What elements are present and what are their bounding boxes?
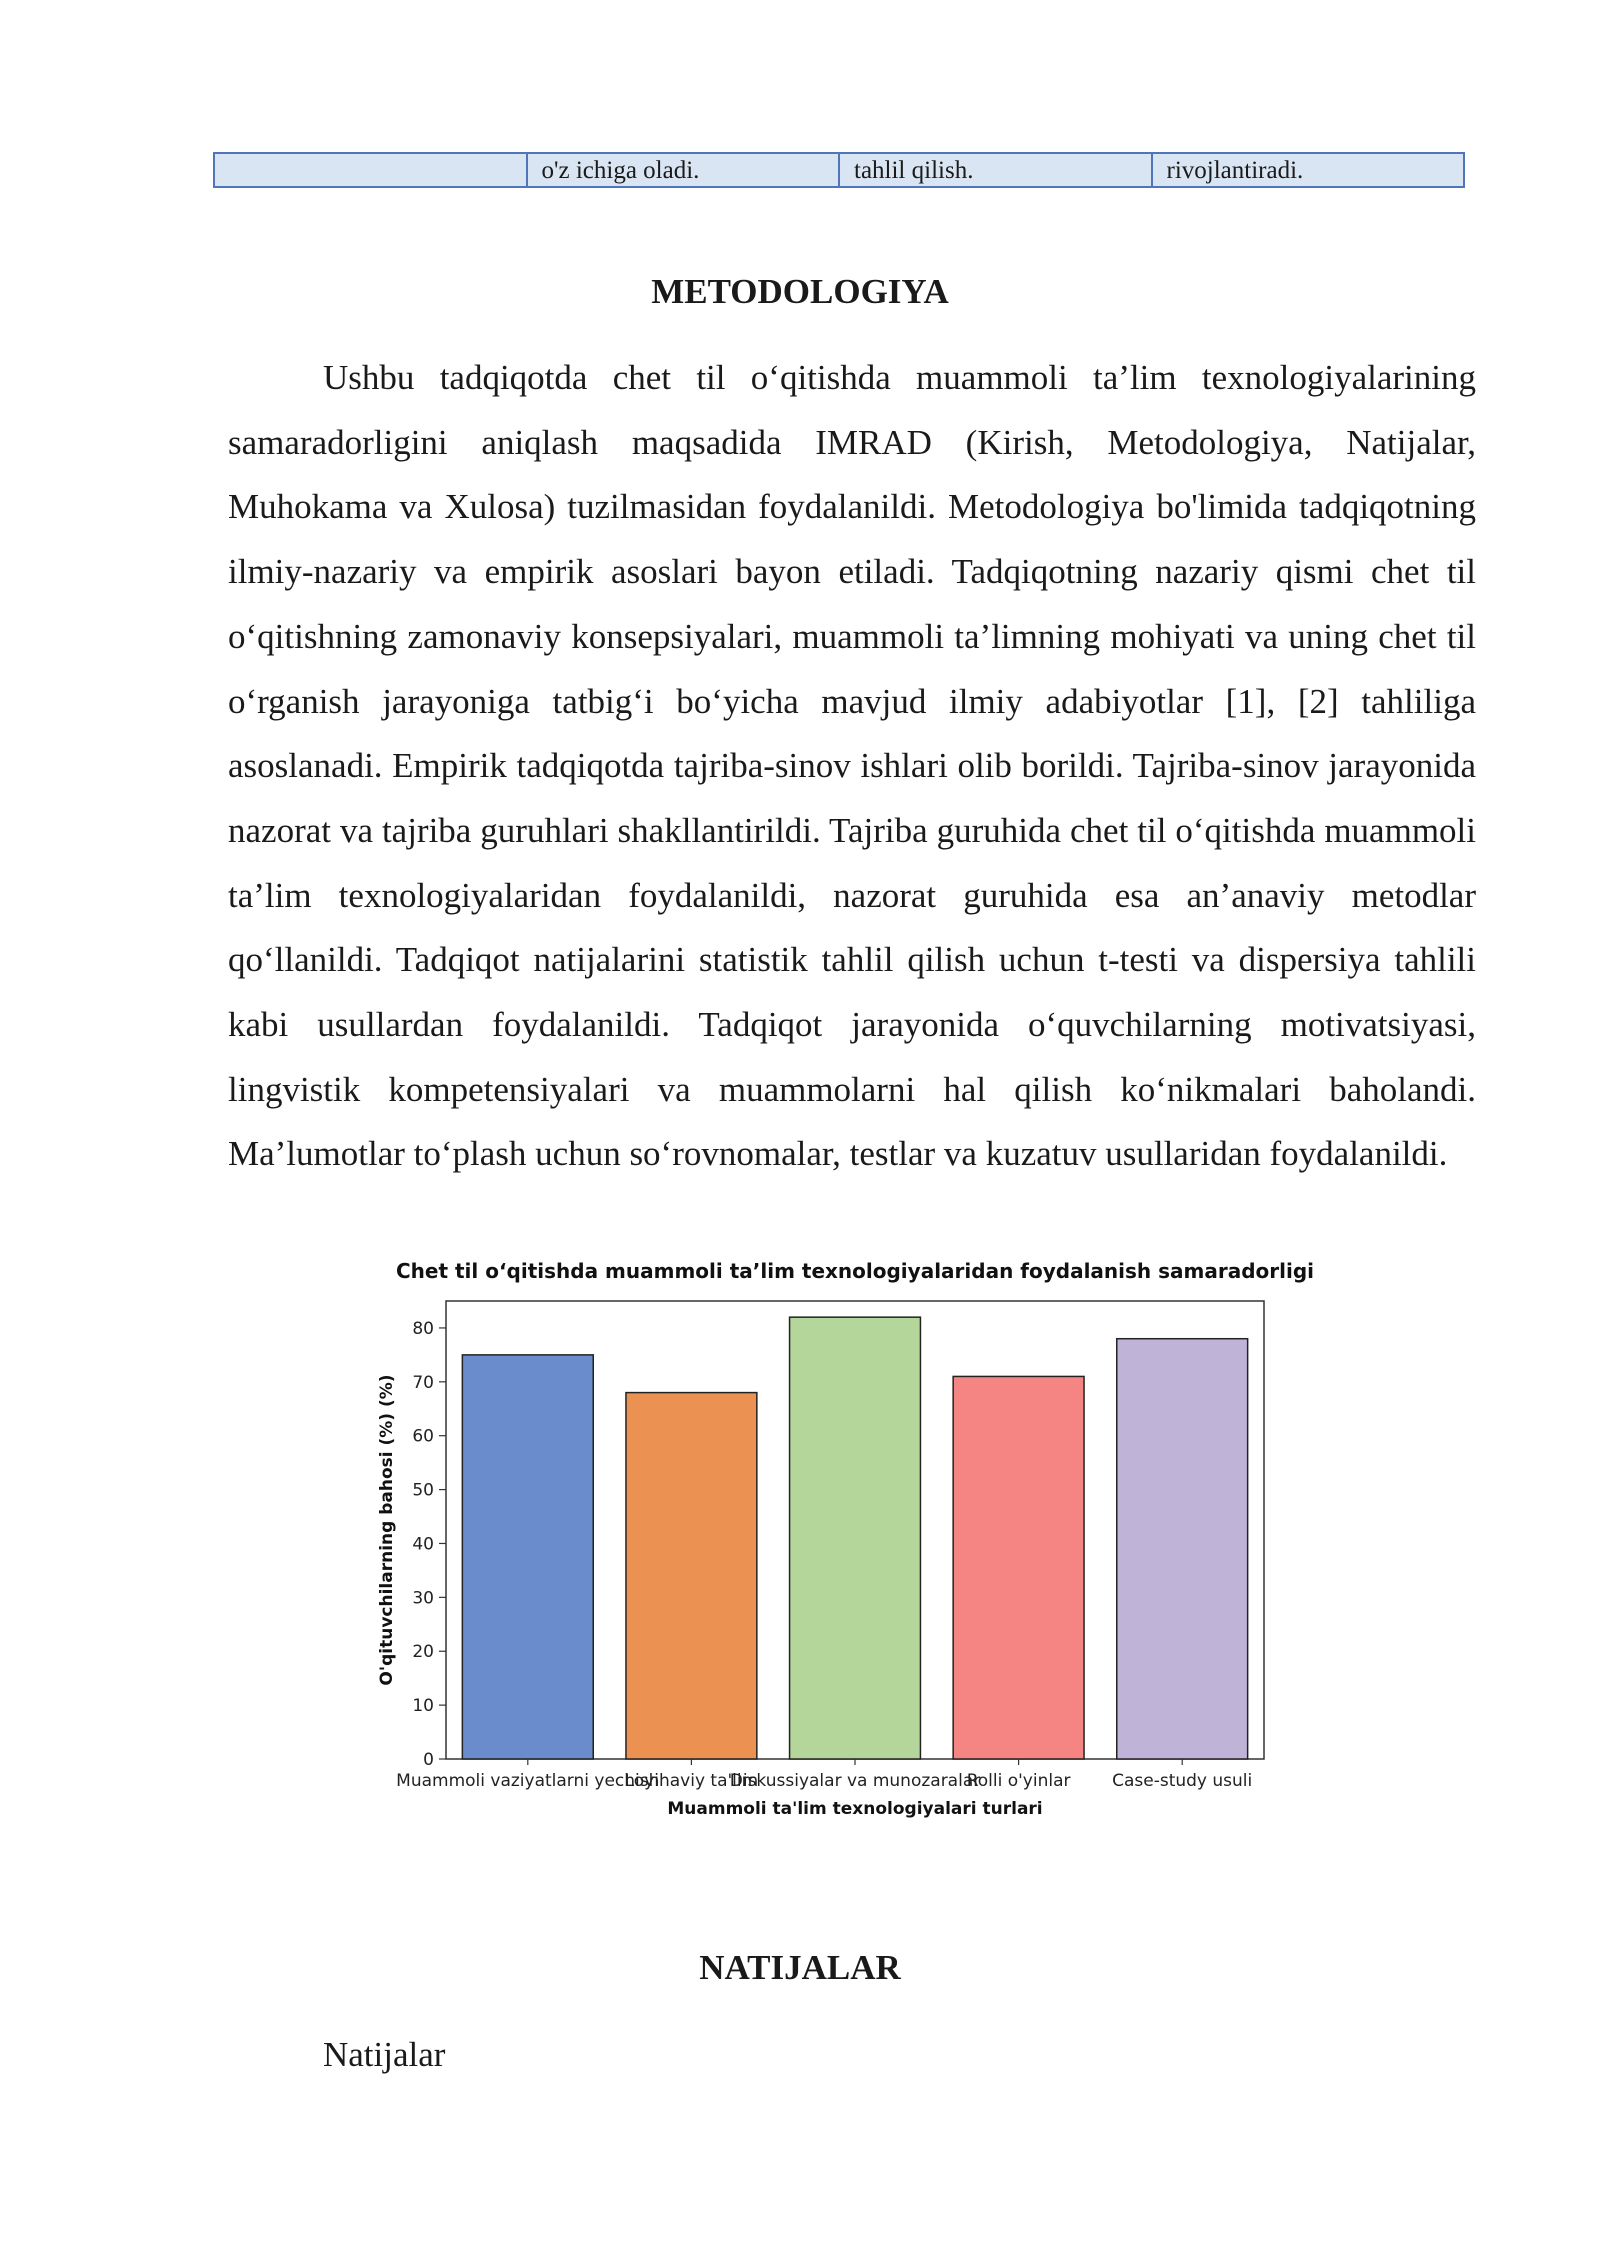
y-axis-label: O'qituvchilarning bahosi (%) (%) [377,1374,397,1686]
bar-chart [370,1258,1330,1838]
y-tick-label: 40 [412,1534,434,1555]
bar-4 [953,1376,1084,1759]
table-cell [215,154,528,186]
natijalar-heading: NATIJALAR [699,1948,901,1987]
x-tick-label: Rolli o'yinlar [966,1771,1071,1791]
y-tick-label: 30 [412,1588,434,1609]
y-tick-label: 0 [423,1750,434,1770]
x-axis-label: Muammoli ta'lim texnologiyalari turlari [667,1799,1043,1819]
x-tick-label: Diskussiyalar va munozaralar [729,1771,981,1791]
x-tick-label: Case-study usuli [1112,1771,1253,1791]
table-cell: tahlil qilish. [840,154,1153,186]
y-tick-label: 20 [412,1642,434,1663]
bar-chart-figure [370,1258,1330,1838]
metodologiya-heading: METODOLOGIYA [651,272,949,311]
y-tick-label: 70 [412,1372,434,1393]
metodologiya-paragraph [228,346,1476,1187]
bar-3 [790,1317,921,1759]
x-tick-label: Muammoli vaziyatlarni yechish [396,1771,660,1791]
bar-2 [626,1393,757,1759]
natijalar-text: Natijalar [323,2035,446,2074]
metodologiya-paragraph-text: Ushbu tadqiqotda chet til o‘qitishda muammoli ta’lim texnologiyalarining samaradorligini aniqlash maqsadida IMRAD (Kirish, Metodologiya, Natijalar, Muhokama va Xulosa) tuzilmasidan foydalanildi. Metodologiya bo'limida tadqiqotning ilmiy-nazariy va empirik asoslari bayon etiladi. Tadqiqotning nazariy qismi chet til o‘qitishning zamonaviy konsepsiyalari, muammoli ta’limning mohiyati va uning chet til o‘rganish jarayoniga tatbig‘i bo‘yicha mavjud ilmiy adabiyotlar [1], [2] tahliliga asoslanadi. Empirik tadqiqotda tajriba-sinov ishlari olib borildi. Tajriba-sinov jarayonida nazorat va tajriba guruhlari shakllantirildi. Tajriba guruhida chet til o‘qitishda muammoli ta’lim texnologiyalaridan foydalanildi, nazorat guruhida esa an’anaviy metodlar qo‘llanildi. Tadqiqot natijalarini statistik tahlil qilish uchun t-testi va dispersiya tahlili kabi usullardan foydalanildi. Tadqiqot jarayonida o‘quvchilarning motivatsiyasi, lingvistik kompetensiyalari va muammolarni hal qilish ko‘nikmalari baholandi. Ma’lumotlar to‘plash uchun so‘rovnomalar, testlar va kuzatuv usullaridan foydalanildi. [228,358,1476,1174]
table-cell: rivojlantiradi. [1166,157,1304,184]
y-tick-label: 80 [412,1318,434,1339]
y-tick-label: 60 [412,1426,434,1447]
y-tick-label: 10 [412,1696,434,1717]
table-fragment [213,152,1465,188]
x-tick-label: Loyihaviy ta'lim [624,1771,759,1791]
table-cell: o'z ichiga oladi. [528,154,841,186]
bar-1 [462,1355,593,1759]
bar-5 [1117,1339,1248,1759]
chart-title: Chet til o‘qitishda muammoli ta’lim texnologiyalaridan foydalanish samaradorligi [395,1259,1315,1283]
y-tick-label: 50 [412,1480,434,1501]
